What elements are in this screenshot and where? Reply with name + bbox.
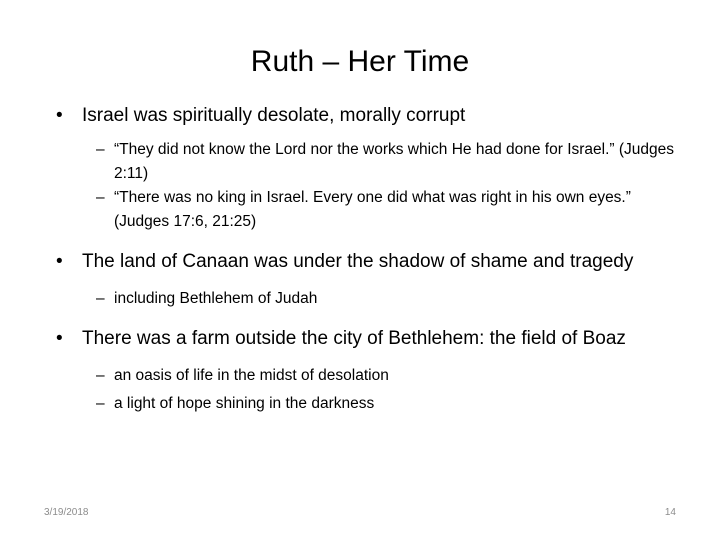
sub-bullet-item (56, 392, 676, 416)
footer-date: 3/19/2018 (44, 507, 89, 518)
sub-bullet-text: “There was no king in Israel. Every one did what was right in his own eyes.” (Judges 17:6, 21:25) (114, 189, 631, 230)
sub-bullet-item (56, 364, 676, 388)
sub-bullet-marker: – (96, 189, 105, 206)
slide-title: Ruth – Her Time (250, 45, 470, 78)
bullet-text: The land of Canaan was under the shadow of shame and tragedy (82, 251, 634, 272)
bullet-marker: • (56, 328, 63, 349)
sub-bullet-marker: – (96, 395, 105, 412)
sub-bullet-marker: – (96, 367, 105, 384)
slide-content (56, 104, 676, 416)
bullet-marker: • (56, 105, 63, 126)
sub-bullet-item (56, 287, 676, 311)
bullet-text: There was a farm outside the city of Bethlehem: the field of Boaz (82, 328, 626, 349)
bullet-text: Israel was spiritually desolate, morally corrupt (82, 105, 466, 126)
bullet-item (56, 104, 676, 128)
sub-bullet-text: an oasis of life in the midst of desolation (114, 367, 389, 384)
sub-bullet-text: “They did not know the Lord nor the works which He had done for Israel.” (Judges 2:11) (114, 141, 675, 182)
sub-bullet-marker: – (96, 290, 105, 307)
sub-bullet-marker: – (96, 141, 105, 158)
page-number: 14 (664, 507, 676, 518)
sub-bullet-item (56, 186, 676, 234)
bullet-item (56, 250, 676, 274)
sub-bullet-text: a light of hope shining in the darkness (114, 395, 375, 412)
bullet-marker: • (56, 251, 63, 272)
sub-bullet-item (56, 138, 676, 186)
sub-bullet-text: including Bethlehem of Judah (114, 290, 318, 307)
bullet-item (56, 327, 676, 351)
